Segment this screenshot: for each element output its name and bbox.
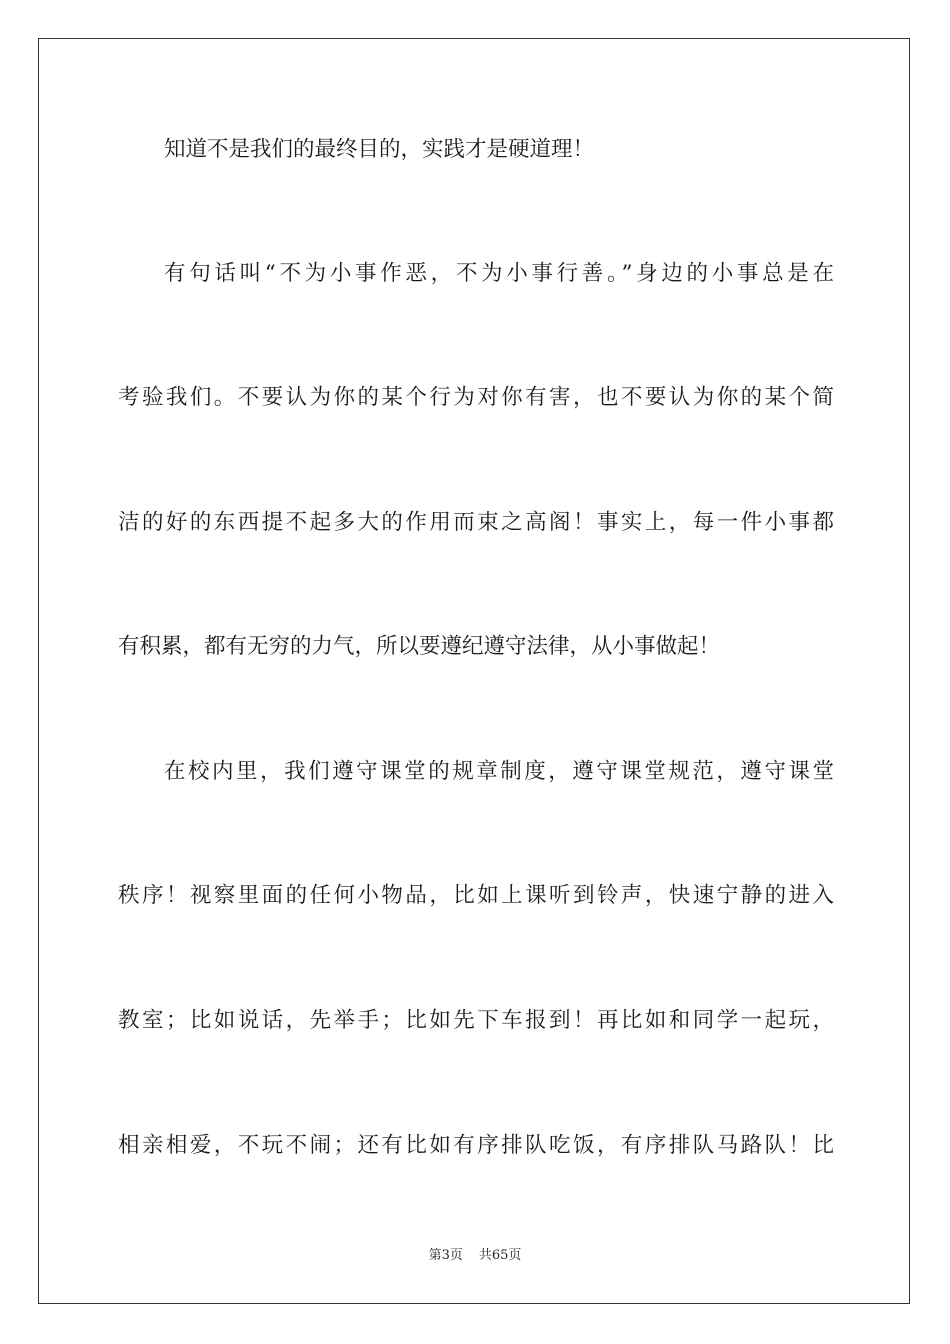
text-line-5: 有积累，都有无穷的力气，所以要遵纪遵守法律，从小事做起！ xyxy=(118,634,721,659)
page-number: 第3页 xyxy=(428,1248,463,1263)
text-line-3: 考验我们。不要认为你的某个行为对你有害，也不要认为你的某个简 xyxy=(118,385,834,410)
text-line-9: 相亲相爱，不玩不闹；还有比如有序排队吃饭，有序排队马路队！比 xyxy=(118,1133,834,1158)
text-line-2: 有句话叫“不为小事作恶，不为小事行善。”身边的小事总是在 xyxy=(164,261,834,286)
page-footer xyxy=(0,1247,950,1265)
text-line-4: 洁的好的东西提不起多大的作用而束之高阁！事实上，每一件小事都 xyxy=(118,510,834,535)
text-line-1: 知道不是我们的最终目的，实践才是硬道理！ xyxy=(164,137,595,162)
page-border xyxy=(38,38,910,1304)
text-line-6: 在校内里，我们遵守课堂的规章制度，遵守课堂规范，遵守课堂 xyxy=(164,759,834,784)
page-total: 共65页 xyxy=(478,1248,522,1263)
text-line-7: 秩序！视察里面的任何小物品，比如上课听到铃声，快速宁静的进入 xyxy=(118,883,834,908)
text-line-8: 教室；比如说话，先举手；比如先下车报到！再比如和同学一起玩， xyxy=(118,1008,834,1033)
